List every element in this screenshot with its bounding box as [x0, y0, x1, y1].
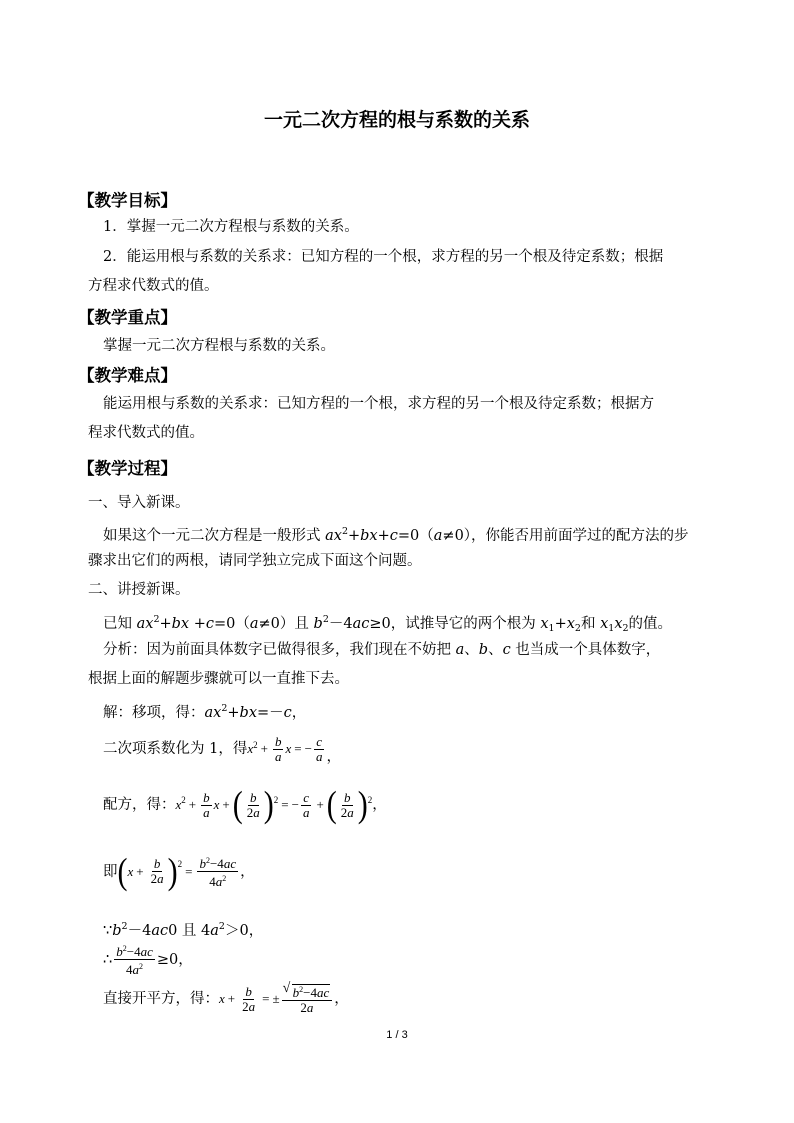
analysis-line-1: 分析：因为前面具体数字已做得很多，我们现在不妨把 a、b、c 也当成一个具体数字，: [103, 642, 661, 658]
solve-step-normalize: 二次项系数化为 1，得 x 2 + $\frac{b}{a}$ x = − $\frac{c}{a}$ ，: [103, 733, 341, 765]
analysis-tail: 也当成一个具体数字，: [510, 642, 661, 658]
because-line: $\because b^2-4ac0$ 且 $4a^2>0$，: [103, 921, 264, 939]
discriminant-fraction: $\frac{b^2-4ac}{4a^2}$: [116, 944, 153, 977]
key-points-text: 掌握一元二次方程根与系数的关系。: [103, 338, 335, 354]
document-title: 一元二次方程的根与系数的关系: [263, 109, 530, 131]
solve-label: 解：移项，得：: [103, 705, 205, 721]
sqrt-label: 直接开平方，得：: [103, 991, 219, 1007]
known-tail: 的值。: [628, 616, 673, 632]
difficulties-line-2: 程求代数式的值。: [88, 425, 204, 441]
square-root-equation: x + $\frac{b}{2a}$ = ± √ $\frac{b^2-4ac}{2a}$: [219, 983, 334, 1015]
part-1-line-2: 骤求出它们的两根，请同学独立完成下面这个问题。: [88, 553, 422, 569]
goal-item-2-line-1: 2．能运用根与系数的关系求：已知方程的一个根，求方程的另一个根及待定系数；根据: [103, 249, 664, 265]
part-1-line-1-tail: ，你能否用前面学过的配方法的步: [471, 528, 689, 544]
solve-step-complete-square: 配方，得： x 2 + $\frac{b}{a}$ x + ( $\frac{b}{2a}$ ) 2 = − $\frac{c}{a}$ + ( $\frac{b}{2a}$ ) 2 ，: [103, 783, 387, 825]
therefore-line: [103, 942, 193, 977]
because-and: 且: [181, 923, 202, 939]
difficulties-line-1: 能运用根与系数的关系求：已知方程的一个根，求方程的另一个根及待定系数；根据方: [103, 396, 654, 412]
goal-item-2-line-2: 方程求代数式的值。: [88, 278, 219, 294]
normalized-equation: x 2 + $\frac{b}{a}$ x = − $\frac{c}{a}$: [247, 733, 323, 764]
solve-step-square-root: 直接开平方，得： x + $\frac{b}{2a}$ = ± √ $\frac{b^2-4ac}{2a}$ ，: [103, 983, 349, 1015]
solve-step-square-form: 即 ( x + $\frac{b}{2a}$ ) 2 = $\frac{b^2-4ac}{4a^2}$ ，: [103, 850, 255, 892]
complete-label: 配方，得：: [103, 797, 176, 813]
known-and-2: 和: [580, 616, 601, 632]
square-form-equation: ( x + $\frac{b}{2a}$ ) 2 = $\frac{b^2-4ac}{4a^2}$: [117, 850, 237, 892]
page-number: 1 / 3: [386, 1029, 408, 1041]
solve-step-move: 解：移项，得：$ax^2+bx=-c$，: [103, 703, 307, 721]
analysis-line-2: 根据上面的解题步骤就可以一直推下去。: [88, 671, 349, 687]
heading-teaching-process: 【教学过程】: [78, 459, 177, 478]
goal-item-1: 1．掌握一元二次方程根与系数的关系。: [103, 219, 359, 235]
part-1-line-1: 如果这个一元二次方程是一般形式 $ax^2+bx+c=0(a\ne 0)$，你能否用前面学过的配方法的步: [103, 526, 689, 544]
part-1-line-1-lead: 如果这个一元二次方程是一般形式: [103, 528, 326, 544]
known-lead: 已知: [103, 616, 137, 632]
heading-difficulties: 【教学难点】: [78, 366, 177, 385]
analysis-lead: 分析：因为前面具体数字已做得很多，我们现在不妨把: [103, 642, 456, 658]
therefore-symbol: ∴: [103, 951, 113, 968]
known-condition-line: 已知 $ax^2+bx +c=0(a\ne 0)$且 $b^2-4ac\ge 0$，试推导它的两个根为 $x_1+x_2$和 $x_1x_2$的值。: [103, 614, 673, 634]
because-symbol: ∵: [103, 923, 113, 939]
part-2-title: 二、讲授新课。: [88, 582, 190, 598]
heading-key-points: 【教学重点】: [78, 308, 177, 327]
general-form-equation: ax: [325, 528, 342, 544]
heading-teaching-goals: 【教学目标】: [78, 191, 177, 210]
known-derive: ，试推导它的两个根为: [390, 616, 541, 632]
thus-label: 即: [103, 863, 118, 880]
known-and: 且: [294, 616, 314, 632]
normalize-label: 二次项系数化为 1，得: [103, 741, 248, 757]
part-1-title: 一、导入新课。: [88, 495, 190, 511]
completed-square-equation: x 2 + $\frac{b}{a}$ x + ( $\frac{b}{2a}$ ) 2 = − $\frac{c}{a}$ + ( $\frac{b}{2a}$ ) 2: [175, 783, 373, 825]
therefore-tail: ≥0，: [156, 951, 193, 968]
